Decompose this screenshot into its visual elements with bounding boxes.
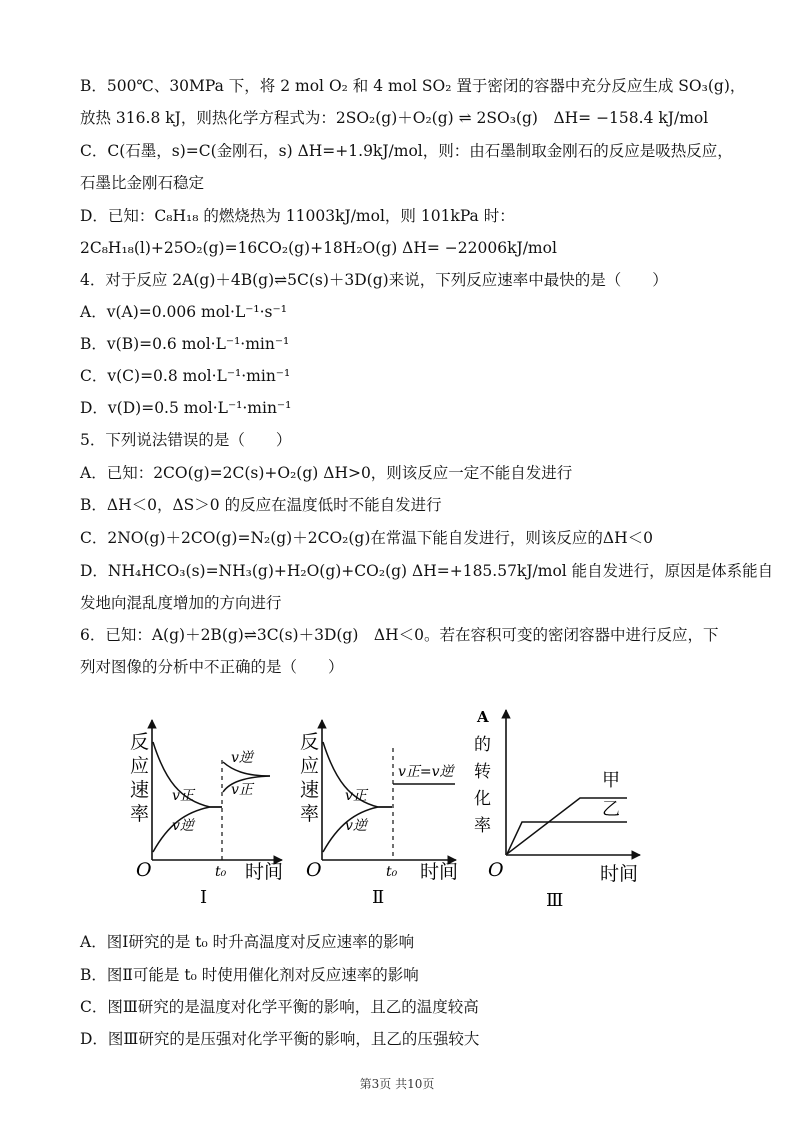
figure-number: Ⅰ	[200, 887, 208, 908]
text-line: 2C₈H₁₈(l)+25O₂(g)=16CO₂(g)+18H₂O(g) ΔH= −22006kJ/mol	[80, 239, 557, 257]
option-b: B．ΔH＜0，ΔS＞0 的反应在温度低时不能自发进行	[80, 496, 442, 514]
text-line: C．C(石墨，s)=C(金刚石，s) ΔH=+1.9kJ/mol，则：由石墨制取金刚石的反应是吸热反应，	[80, 142, 733, 160]
figure-number: Ⅲ	[546, 890, 564, 911]
figure-number: Ⅱ	[372, 887, 385, 908]
text-line: 发地向混乱度增加的方向进行	[80, 594, 282, 612]
text-line: 石墨比金刚石稳定	[80, 174, 205, 192]
question-4-stem: 4．对于反应 2A(g)＋4B(g)⇌5C(s)＋3D(g)来说，下列反应速率中最快的是（ ）	[80, 271, 668, 289]
page-footer: 第3页 共10页	[359, 1077, 435, 1091]
series-label-yi: 乙	[602, 799, 620, 820]
option-a: A．v(A)=0.006 mol·L⁻¹·s⁻¹	[80, 303, 287, 321]
y-label-char: 应	[300, 755, 320, 777]
origin-label: O	[136, 859, 152, 881]
text-line: B．500℃、30MPa 下，将 2 mol O₂ 和 4 mol SO₂ 置于密闭的容器中充分反应生成 SO₃(g)，	[80, 77, 746, 95]
y-label-char: 率	[130, 803, 150, 825]
v-reverse-label: v逆	[345, 818, 367, 834]
figure-2	[300, 720, 458, 908]
option-b: B．图Ⅱ可能是 t₀ 时使用催化剂对反应速率的影响	[80, 966, 419, 984]
x-axis-label: 时间	[245, 861, 284, 883]
curve-yi	[507, 822, 627, 854]
t0-label: t₀	[215, 864, 227, 880]
figure-3	[474, 708, 640, 911]
figure-1	[130, 720, 283, 908]
x-axis-label: 时间	[600, 863, 639, 885]
v-reverse-after-label: v逆	[231, 750, 253, 766]
y-label-char: 转	[474, 762, 491, 782]
y-label-char: A	[477, 708, 489, 726]
y-label-char: 反	[130, 731, 150, 753]
option-c: C．图Ⅲ研究的是温度对化学平衡的影响，且乙的温度较高	[80, 998, 479, 1016]
y-label-char: 化	[474, 789, 491, 809]
option-a: A．已知：2CO(g)=2C(s)+O₂(g) ΔH>0，则该反应一定不能自发进行	[80, 464, 573, 482]
option-c: C．v(C)=0.8 mol·L⁻¹·min⁻¹	[80, 367, 291, 385]
v-forward-label: v正	[172, 788, 194, 804]
option-a: A．图Ⅰ研究的是 t₀ 时升高温度对反应速率的影响	[80, 933, 415, 951]
y-label-char: 率	[300, 803, 320, 825]
origin-label: O	[488, 859, 504, 881]
option-b: B．v(B)=0.6 mol·L⁻¹·min⁻¹	[80, 335, 290, 353]
equal-rate-label: v正=v逆	[398, 764, 454, 780]
series-label-jia: 甲	[602, 770, 620, 791]
t0-label: t₀	[386, 864, 398, 880]
y-label-char: 速	[300, 779, 320, 801]
option-d: D．NH₄HCO₃(s)=NH₃(g)+H₂O(g)+CO₂(g) ΔH=+185.57kJ/mol 能自发进行，原因是体系能自	[80, 562, 774, 580]
option-d: D．图Ⅲ研究的是压强对化学平衡的影响，且乙的压强较大	[80, 1030, 480, 1048]
y-label-char: 反	[300, 731, 320, 753]
v-reverse-label: v逆	[172, 818, 194, 834]
question-6-stem: 6．已知：A(g)＋2B(g)⇌3C(s)＋3D(g) ΔH＜0。若在容积可变的密闭容器中进行反应，下	[80, 626, 719, 644]
origin-label: O	[306, 859, 322, 881]
v-forward-label: v正	[345, 788, 367, 804]
y-label-char: 的	[474, 735, 491, 755]
y-label-char: 应	[130, 755, 150, 777]
y-label-char: 率	[474, 816, 491, 836]
question-5-stem: 5．下列说法错误的是（ ）	[80, 431, 292, 449]
x-axis-label: 时间	[420, 861, 459, 883]
option-c: C．2NO(g)＋2CO(g)=N₂(g)＋2CO₂(g)在常温下能自发进行，则该反应的ΔH＜0	[80, 529, 653, 547]
v-forward-after-label: v正	[231, 782, 253, 798]
figure-group	[0, 700, 794, 920]
text-line: 放热 316.8 kJ，则热化学方程式为：2SO₂(g)＋O₂(g) ⇌ 2SO₃(g) ΔH= −158.4 kJ/mol	[80, 109, 709, 127]
option-d: D．v(D)=0.5 mol·L⁻¹·min⁻¹	[80, 399, 292, 417]
y-label-char: 速	[130, 779, 150, 801]
text-line: D．已知：C₈H₁₈ 的燃烧热为 11003kJ/mol，则 101kPa 时：	[80, 207, 515, 225]
text-line: 列对图像的分析中不正确的是（ ）	[80, 658, 344, 676]
